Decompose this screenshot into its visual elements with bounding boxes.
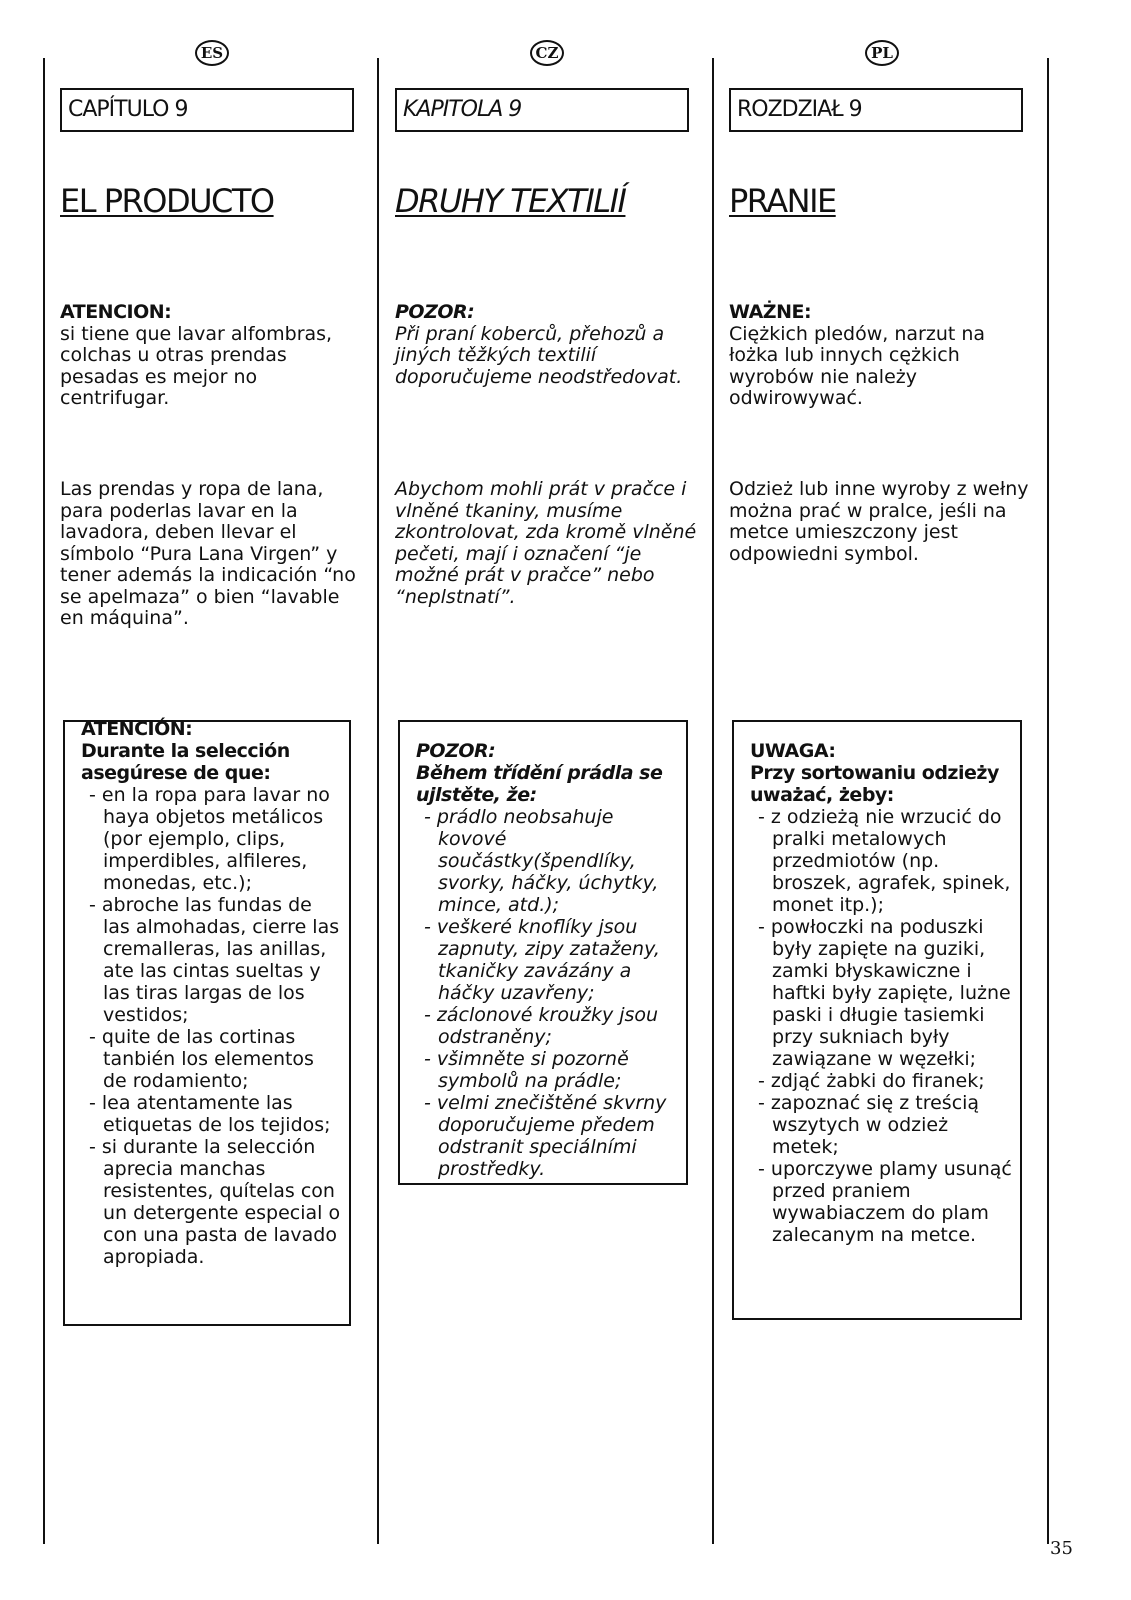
- box-heading-2: Během třídění prádla se ujlstěte, že:: [416, 762, 663, 806]
- lang-badge-pl: PL: [865, 40, 899, 66]
- notice-text: Při praní koberců, přehozů a jiných těžkých textilií doporučujeme neodstředovat.: [395, 322, 683, 388]
- list-item: - abroche las fundas de las almohadas, cierre las cremalleras, las anillas, ate las cintas sueltas y las tiras largas de los vestidos;: [89, 894, 340, 1026]
- notice: [729, 302, 1029, 410]
- checklist: [416, 806, 680, 1180]
- list-item: - prádlo neobsahuje kovové součástky(špendlíky, svorky, háčky, úchytky, mince, atd.);: [424, 806, 659, 916]
- section-title: DRUHY TEXTILIÍ: [395, 182, 626, 220]
- list-item: - si durante la selección aprecia manchas resistentes, quítelas con un detergente especial o con una pasta de lavado apropiada.: [89, 1136, 341, 1268]
- notice: [60, 302, 360, 410]
- lang-badge-es: ES: [195, 40, 229, 66]
- list-item: - z odzieżą nie wrzucić do pralki metalowych przedmiotów (np. broszek, agrafek, spinek, monet itp.);: [758, 806, 1011, 916]
- chapter-heading: CAPÍTULO 9: [60, 88, 354, 132]
- column-rule-right: [1047, 58, 1049, 1544]
- column-rule-left: [43, 58, 45, 1544]
- list-item: - zdjąć żabki do firanek;: [758, 1070, 985, 1092]
- notice: [395, 302, 695, 388]
- list-item: - powłoczki na poduszki były zapięte na guziki, zamki błyskawiczne i haftki były zapięte, lużne paski i długie tasiemki przy sukniach były zawiązane w węzełki;: [758, 916, 1011, 1070]
- attention-box: [63, 720, 351, 1326]
- column-rule-mid-right: [712, 58, 714, 1544]
- attention-box: [732, 720, 1022, 1320]
- box-heading-2: Przy sortowaniu odzieży uważać, żeby:: [750, 762, 999, 806]
- column-rule-mid-left: [377, 58, 379, 1544]
- notice-text: si tiene que lavar alfombras, colchas u otras prendas pesadas es mejor no centrifugar.: [60, 322, 333, 409]
- box-heading-1: ATENCIÓN:: [81, 718, 193, 740]
- checklist: [750, 806, 1014, 1246]
- page-number: 35: [1050, 1538, 1073, 1559]
- chapter-heading: KAPITOLA 9: [395, 88, 689, 132]
- column-cz: [395, 0, 695, 1600]
- chapter-heading: ROZDZIAŁ 9: [729, 88, 1023, 132]
- list-item: - všimněte si pozorně symbolů na prádle;: [424, 1048, 629, 1092]
- box-heading-1: UWAGA:: [750, 740, 836, 762]
- list-item: - veškeré knoflíky jsou zapnuty, zipy zataženy, tkaničky zavázány a háčky uzavřeny;: [424, 916, 660, 1004]
- list-item: - quite de las cortinas tanbién los elementos de rodamiento;: [89, 1026, 314, 1092]
- wool-paragraph: Abychom mohli prát v pračce i vlněné tkaniny, musíme zkontrolovat, zda kromě vlněné pečeti, mají i označení “je možné prát v pračce” nebo “neplstnatí”.: [395, 478, 697, 608]
- list-item: - záclonové kroužky jsou odstraněny;: [424, 1004, 659, 1048]
- box-heading-2: Durante la selección asegúrese de que:: [81, 740, 290, 784]
- list-item: - zapoznać się z treścią wszytych w odzież metek;: [758, 1092, 980, 1158]
- list-item: - velmi znečištěné skvrny doporučujeme předem odstranit speciálními prostředky.: [424, 1092, 667, 1180]
- notice-text: Ciężkich pledów, narzut na łożka lub innych cężkich wyrobów nie należy odwirowywać.: [729, 322, 986, 409]
- wool-paragraph: Las prendas y ropa de lana, para poderlas lavar en la lavadora, deben llevar el símbolo “Pura Lana Virgen” y tener además la indicación “no se apelmaza” o bien “lavable en máquina”.: [60, 478, 356, 629]
- box-heading-1: POZOR:: [416, 740, 496, 762]
- section-title: EL PRODUCTO: [60, 182, 274, 220]
- notice-heading: POZOR:: [395, 301, 475, 323]
- column-es: [60, 0, 360, 1600]
- list-item: - en la ropa para lavar no haya objetos metálicos (por ejemplo, clips, imperdibles, alfileres, monedas, etc.);: [89, 784, 330, 894]
- list-item: - uporczywe plamy usunąć przed praniem wywabiaczem do plam zalecanym na metce.: [758, 1158, 1012, 1246]
- wool-paragraph: Odzież lub inne wyroby z wełny można prać w pralce, jeśli na metce umieszczony jest odpowiedni symbol.: [729, 478, 1029, 565]
- notice-heading: WAŻNE:: [729, 301, 812, 323]
- list-item: - lea atentamente las etiquetas de los tejidos;: [89, 1092, 331, 1136]
- column-pl: [729, 0, 1029, 1600]
- section-title: PRANIE: [729, 182, 836, 220]
- attention-box: [398, 720, 688, 1185]
- checklist: [81, 784, 343, 1268]
- lang-badge-cz: CZ: [530, 40, 564, 66]
- notice-heading: ATENCION:: [60, 301, 172, 323]
